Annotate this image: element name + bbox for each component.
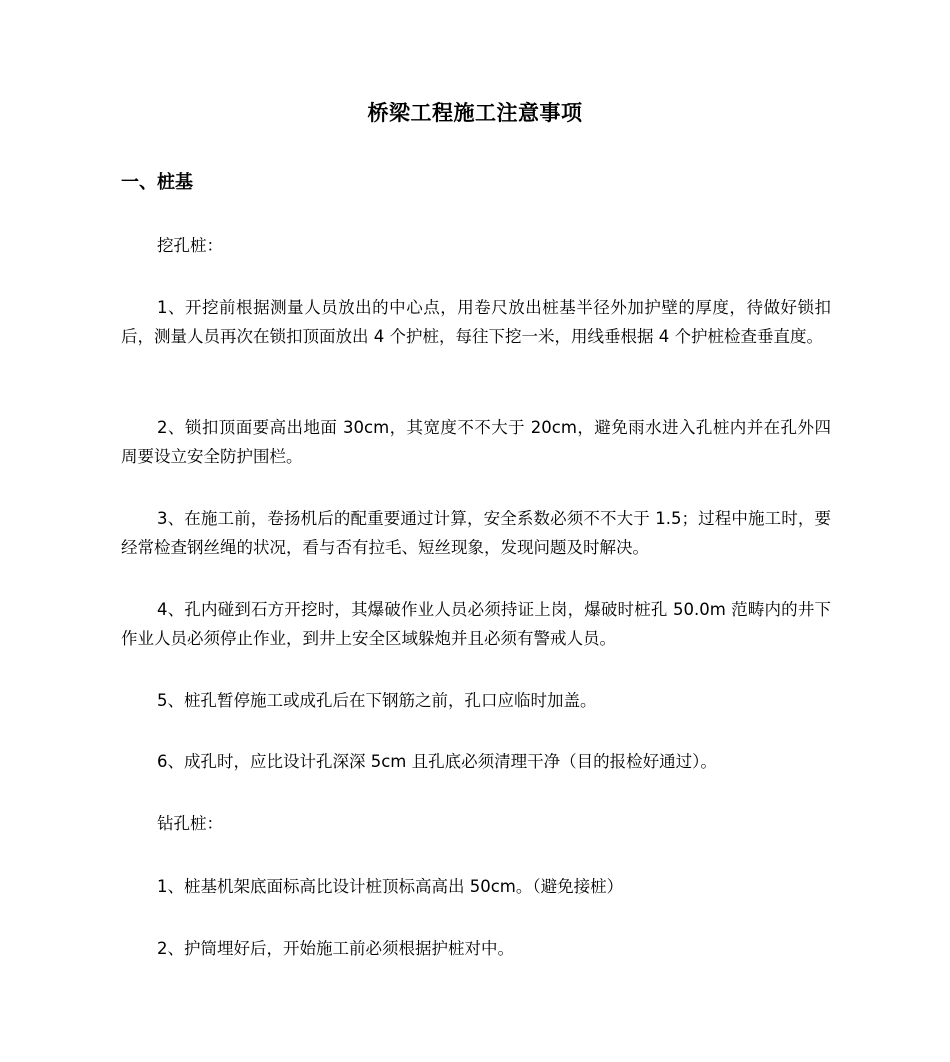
paragraph-dug-pile-5: 5、桩孔暂停施工或成孔后在下钢筋之前，孔口应临时加盖。 <box>157 691 597 710</box>
paragraph-bored-pile-1: 1、桩基机架底面标高比设计桩顶标高高出 50cm。（避免接桩） <box>157 877 624 896</box>
subheading-dug-pile: 挖孔桩： <box>157 236 223 255</box>
document-title: 桥梁工程施工注意事项 <box>367 101 583 125</box>
paragraph-dug-pile-1: 1、开挖前根据测量人员放出的中心点，用卷尺放出桩基半径外加护壁的厚度，待做好锁扣后，测量人员再次在锁扣顶面放出 4 个护桩，每往下挖一米，用线垂根据 4 个护桩检查垂直度。 <box>121 298 831 346</box>
paragraph-dug-pile-2: 2、锁扣顶面要高出地面 30cm，其宽度不不大于 20cm，避免雨水进入孔桩内并在孔外四周要设立安全防护围栏。 <box>121 418 831 466</box>
paragraph-dug-pile-6: 6、成孔时，应比设计孔深深 5cm 且孔底必须清理干净（目的报检好通过）。 <box>157 752 717 771</box>
paragraph-dug-pile-4: 4、孔内碰到石方开挖时，其爆破作业人员必须持证上岗，爆破时桩孔 50.0m 范畴内的井下作业人员必须停止作业，到井上安全区域躲炮并且必须有警戒人员。 <box>121 600 831 648</box>
paragraph-dug-pile-3: 3、在施工前，卷扬机后的配重要通过计算，安全系数必须不不大于 1.5；过程中施工时，要经常检查钢丝绳的状况，看与否有拉毛、短丝现象，发现问题及时解决。 <box>121 509 831 557</box>
paragraph-bored-pile-2: 2、护筒埋好后，开始施工前必须根据护桩对中。 <box>157 939 514 958</box>
section-heading-pile-foundation: 一、桩基 <box>121 172 193 193</box>
subheading-bored-pile: 钻孔桩： <box>157 814 223 833</box>
